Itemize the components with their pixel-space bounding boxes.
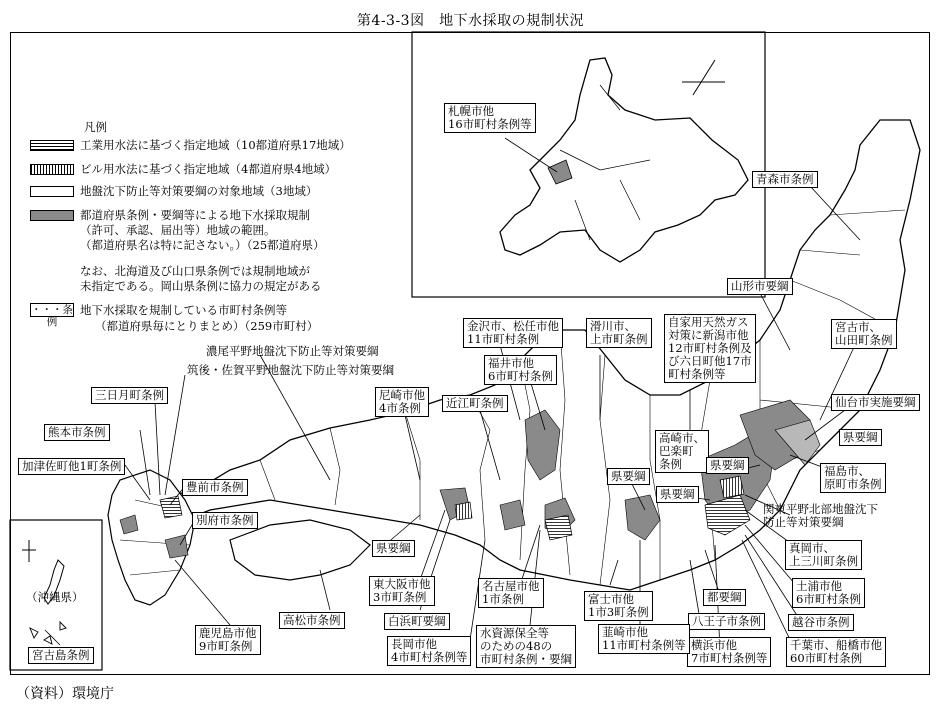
label-ken-youkou-gunma: 県要綱 xyxy=(656,486,699,503)
label-mikazuki: 三日月町条例 xyxy=(91,387,168,404)
label-chiba: 千葉市、船橋市他 60市町村条例 xyxy=(786,637,886,667)
hokkaido-island xyxy=(500,58,748,262)
label-yamagata: 山形市要綱 xyxy=(727,278,793,295)
label-kanazawa: 金沢市、松任市他 11市町村条例 xyxy=(463,318,563,348)
legend-text: 工業用水法に基づく指定地域（10都道府県17地域） xyxy=(80,138,351,152)
label-amagasaki: 尼崎市他 4市条例 xyxy=(375,387,429,417)
legend-item-subsidence xyxy=(30,184,317,199)
label-ken-youkou-tochigi: 県要綱 xyxy=(706,457,749,474)
label-miyakojima: 宮古島条例 xyxy=(28,647,94,664)
white-swatch xyxy=(30,186,74,197)
label-shirahama: 白浜町要綱 xyxy=(384,613,450,630)
label-ken-youkou-chugoku: 県要綱 xyxy=(372,540,415,557)
label-takamatsu: 高松市条例 xyxy=(279,612,345,629)
label-hachioji: 八王子市条例 xyxy=(688,613,765,630)
shikoku-island xyxy=(230,520,370,580)
label-tsuchiura: 土浦市他 6市町村条例 xyxy=(792,578,865,608)
legend-gray-note-1: （許可、承認、届出等）地域の範囲。 xyxy=(80,223,276,237)
label-omi: 近江町条例 xyxy=(442,395,508,412)
label-kazusa: 加津佐町他1町条例 xyxy=(18,458,125,475)
municipal-swatch: ・・・条例 xyxy=(31,304,73,328)
label-kagoshima: 鹿児島市他 9市町条例 xyxy=(195,625,261,655)
legend-item-prefectural xyxy=(30,208,310,223)
label-nirasaki: 韮崎市他 11市町村条例等 xyxy=(598,624,690,654)
legend-note-1: なお、北海道及び山口県条例では規制地域が xyxy=(80,264,310,278)
legend-municipal-2: （都道府県毎にとりまとめ）（259市町村） xyxy=(95,319,319,333)
label-nobi: 濃尾平野地盤沈下防止等対策要綱 xyxy=(206,344,379,358)
vertical-hatch-swatch xyxy=(30,164,74,175)
label-chikugo: 筑後・佐賀平野地盤沈下防止等対策要綱 xyxy=(187,363,394,377)
label-fukui: 福井市他 6市町村条例 xyxy=(484,355,557,385)
label-ken-youkou-nagano: 県要綱 xyxy=(607,468,650,485)
legend-heading: 凡例 xyxy=(84,120,107,134)
legend-item-building xyxy=(30,162,336,177)
label-miyako: 宮古市、 山田町条例 xyxy=(831,319,897,349)
label-buzen: 豊前市条例 xyxy=(182,479,248,496)
label-takasaki: 高崎市、 巴楽町 条例 xyxy=(655,430,709,473)
legend-note-2: 未指定である。岡山県条例に協力の規定がある xyxy=(80,279,322,293)
horizontal-hatch-swatch xyxy=(30,140,74,151)
figure-title: 第4-3-3図 地下水採取の規制状況 xyxy=(356,13,585,29)
label-ken-youkou-tohoku: 県要綱 xyxy=(839,429,882,446)
label-nagaoka: 長岡市他 4市町村条例等 xyxy=(387,636,471,666)
source-note: （資料）環境庁 xyxy=(16,686,114,702)
label-beppu: 別府市条例 xyxy=(192,512,258,529)
label-sendai: 仙台市実施要綱 xyxy=(831,394,920,411)
label-yokohama: 横浜市他 7市町村条例等 xyxy=(687,637,771,667)
label-sapporo: 札幌市他 16市町村条例等 xyxy=(444,103,536,133)
label-aomori: 青森市条例 xyxy=(752,171,818,188)
legend-item-industrial xyxy=(30,138,351,153)
legend-gray-note-2: （都道府県名は特に記さない。）（25都道府県） xyxy=(80,238,325,252)
legend-text: 都道府県条例・要綱等による地下水採取規制 xyxy=(80,208,310,222)
label-nagoya: 名古屋市他 1市条例 xyxy=(478,578,544,608)
label-kanto: 関東平野北部地盤沈下 防止等対策要綱 xyxy=(763,502,878,529)
gray-swatch xyxy=(30,210,74,221)
label-fukushima: 福島市、 原町市条例 xyxy=(820,463,886,493)
label-kumamoto: 熊本市条例 xyxy=(44,424,110,441)
label-tokyo: 都要綱 xyxy=(703,589,746,606)
label-suigen: 水資源保全等 のための48の 市町村条例・要綱 xyxy=(476,625,576,668)
label-namerikawa: 滑川市、 上市町条例 xyxy=(586,318,652,348)
legend-text: ビル用水法に基づく指定地域（4都道府県4地域） xyxy=(80,162,337,176)
label-koshigaya: 越谷市条例 xyxy=(788,614,854,631)
label-okinawa: （沖縄県） xyxy=(26,590,84,604)
label-moka: 真岡市、 上三川町条例 xyxy=(785,540,862,570)
north-arrow-icon xyxy=(693,60,715,95)
legend-text: 地下水採取を規制している市町村条例等 xyxy=(80,303,287,317)
label-fuji: 富士市他 1市3町条例 xyxy=(584,591,653,621)
label-higashiosaka: 東大阪市他 3市町条例 xyxy=(369,576,435,606)
label-niigata: 自家用天然ガス 対策に新潟市他 12市町村条例及 び六日町他17市 町村条例等 xyxy=(664,314,756,383)
legend-text: 地盤沈下防止等対策要綱の対象地域（3地域） xyxy=(80,184,318,198)
